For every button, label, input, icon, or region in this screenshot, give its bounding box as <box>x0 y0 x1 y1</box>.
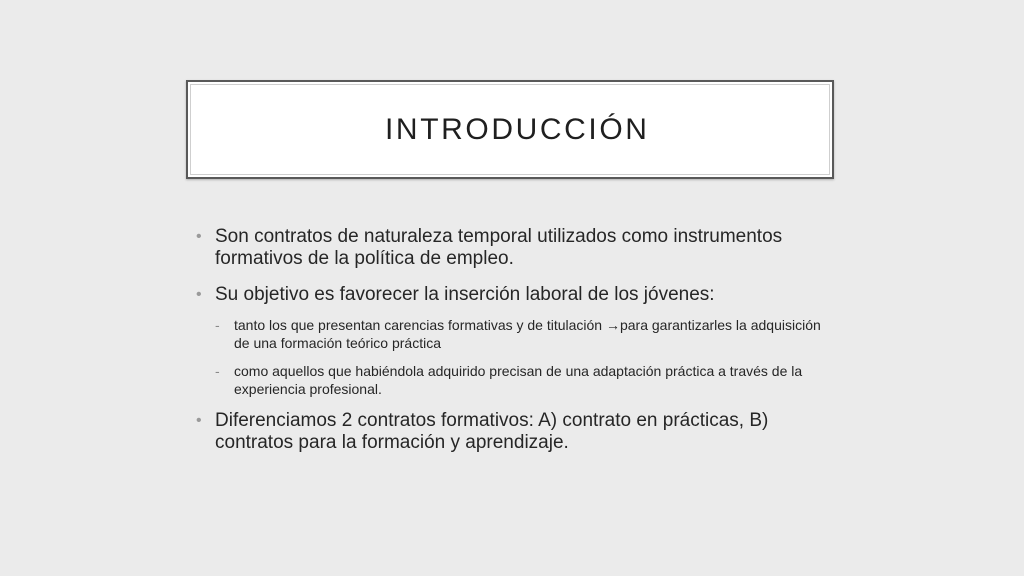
bullet-dot: • <box>196 412 202 429</box>
bullet-item <box>196 226 836 270</box>
bullet-item <box>196 410 836 454</box>
bullet-text: Su objetivo es favorecer la inserción laboral de los jóvenes: <box>215 284 715 305</box>
slide-content <box>196 226 836 454</box>
slide-title: INTRODUCCIÓN <box>385 113 650 146</box>
bullet-dot: • <box>196 286 202 303</box>
bullet-text: Diferenciamos 2 contratos formativos: A) contrato en prácticas, B) contratos para la formación y aprendizaje. <box>215 410 769 453</box>
sub-bullet-text: como aquellos que habiéndola adquirido precisan de una adaptación práctica a través de la experiencia profesional. <box>234 363 803 397</box>
bullet-dot: • <box>196 228 202 245</box>
bullet-text: Son contratos de naturaleza temporal utilizados como instrumentos formativos de la política de empleo. <box>215 226 783 269</box>
sub-bullet-text-before: tanto los que presentan carencias formativas y de titulación <box>234 317 606 333</box>
sub-bullet-text-after: para garantizarles la adquisición de una formación teórico práctica <box>234 317 821 351</box>
sub-bullet-item <box>196 362 836 398</box>
sub-bullet-item <box>196 316 836 352</box>
sub-bullet-dash: - <box>215 363 220 379</box>
sub-bullet-dash: - <box>215 317 220 333</box>
right-arrow-icon: → <box>605 317 620 333</box>
bullet-item <box>196 284 836 306</box>
